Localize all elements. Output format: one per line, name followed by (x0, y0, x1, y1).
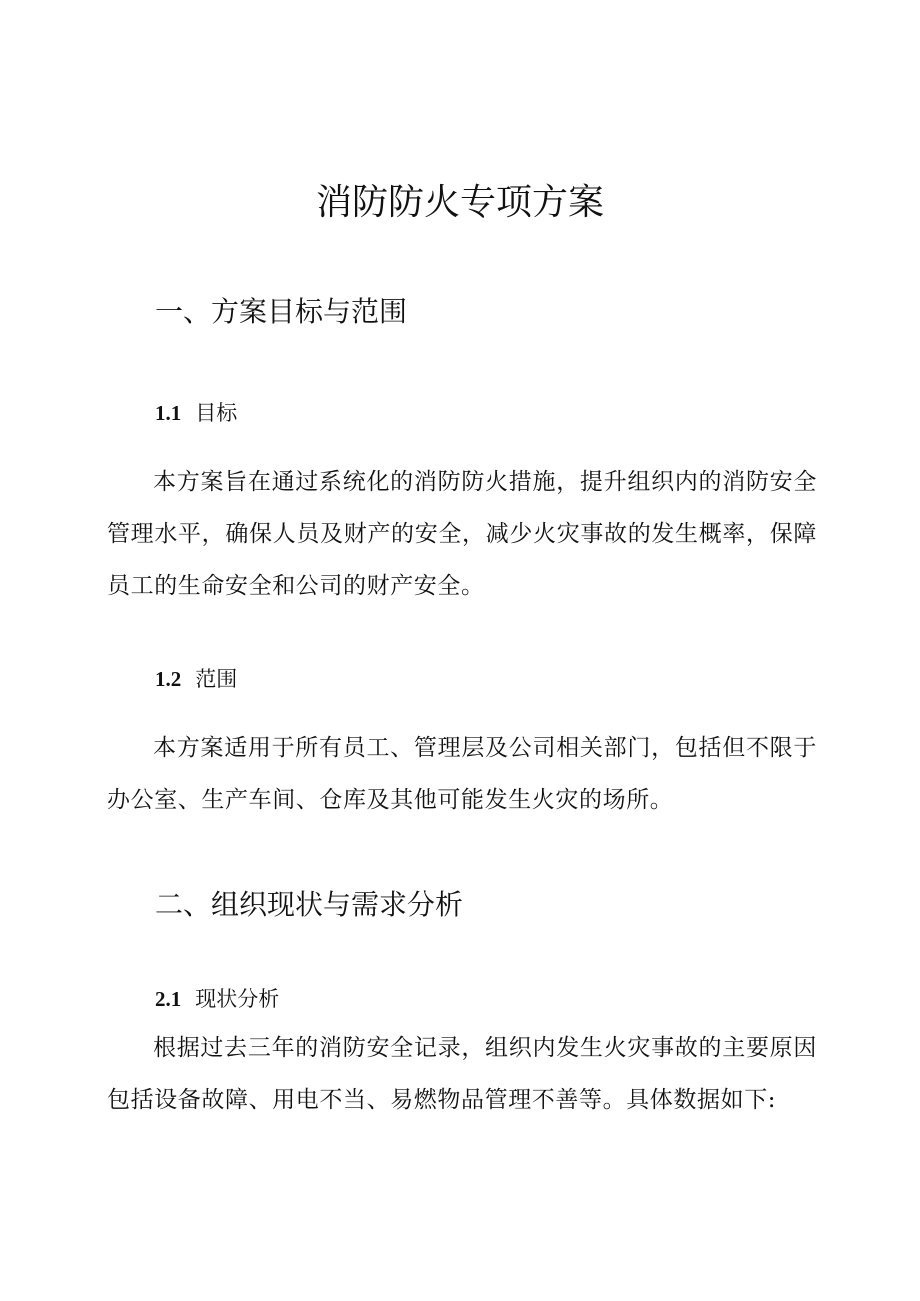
subsection-title: 现状分析 (195, 987, 280, 1011)
subsection-heading-1-1 (155, 398, 237, 428)
subsection-heading-1-2 (155, 664, 237, 694)
document-title: 消防防火专项方案 (315, 182, 604, 223)
subsection-title: 目标 (195, 401, 238, 425)
paragraph-goal: 本方案旨在通过系统化的消防防火措施，提升组织内的消防安全管理水平，确保人员及财产的安全，减少火灾事故的发生概率，保障员工的生命安全和公司的财产安全。 (107, 469, 817, 599)
subsection-heading-2-1 (155, 984, 279, 1014)
paragraph-status-analysis: 根据过去三年的消防安全记录，组织内发生火灾事故的主要原因包括设备故障、用电不当、易燃物品管理不善等。具体数据如下: (107, 1035, 817, 1113)
subsection-number: 2.1 (155, 987, 182, 1011)
subsection-title: 范围 (195, 667, 238, 691)
section-heading-1: 一、方案目标与范围 (155, 295, 408, 328)
paragraph-scope: 本方案适用于所有员工、管理层及公司相关部门，包括但不限于办公室、生产车间、仓库及其他可能发生火灾的场所。 (107, 735, 817, 813)
section-heading-2: 二、组织现状与需求分析 (155, 888, 464, 921)
subsection-number: 1.1 (155, 401, 182, 425)
subsection-number: 1.2 (155, 667, 182, 691)
